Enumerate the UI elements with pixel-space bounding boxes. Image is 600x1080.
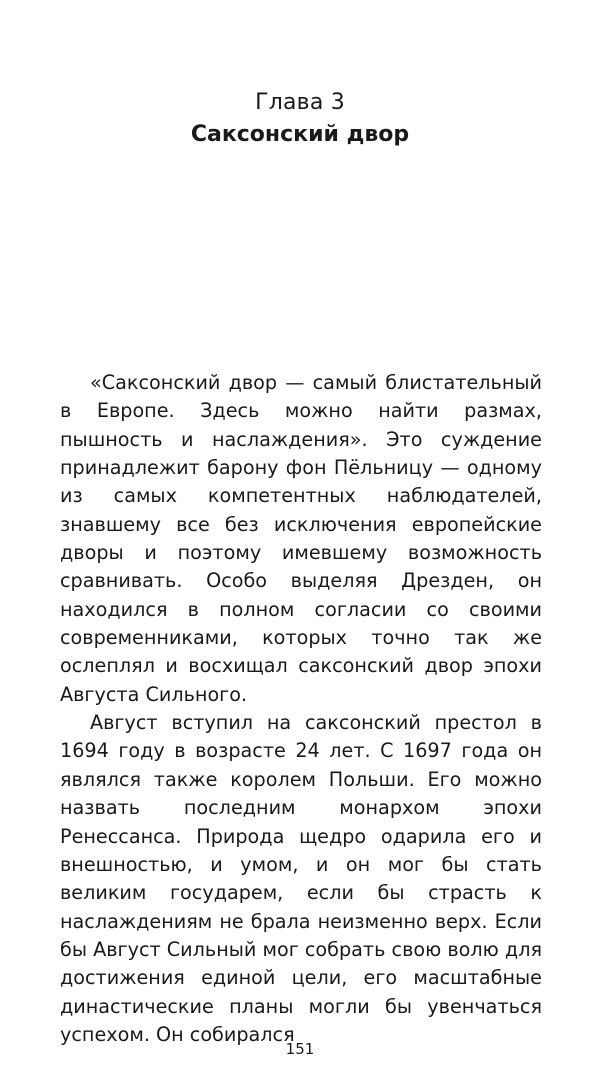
chapter-number: Глава 3	[255, 90, 345, 115]
paragraph-2: Август вступил на саксонский престол в 1694 году в возрасте 24 лет. С 1697 года он являлся также королем Польши. Его можно назвать последним монархом эпохи Ренессанса. Природа щедро одарила его и внешностью, и умом, и он мог бы стать великим государем, если бы страсть к наслаждениям не брала неизменно верх. Если бы Август Сильный мог собрать свою волю для достижения единой цели, его масштабные династические планы могли бы увенчаться успехом. Он собирался	[60, 711, 543, 1046]
chapter-title: Саксонский двор	[190, 122, 410, 147]
body-text	[60, 369, 542, 1049]
paragraph-1: «Саксонский двор — самый блистательный в Европе. Здесь можно найти размах, пышность и наслаждения». Это суждение принадлежит барону фон Пёльницу — одному из самых компетентных наблюдателей, знавшему все без исключения европейские дворы и поэтому имевшему возможность сравнивать. Особо выделяя Дрезден, он находился в полном согласии со своими современниками, которых точно так же ослеплял и восхищал саксонский двор эпохи Августа Сильного.	[60, 371, 542, 706]
page-number: 151	[285, 1040, 315, 1058]
